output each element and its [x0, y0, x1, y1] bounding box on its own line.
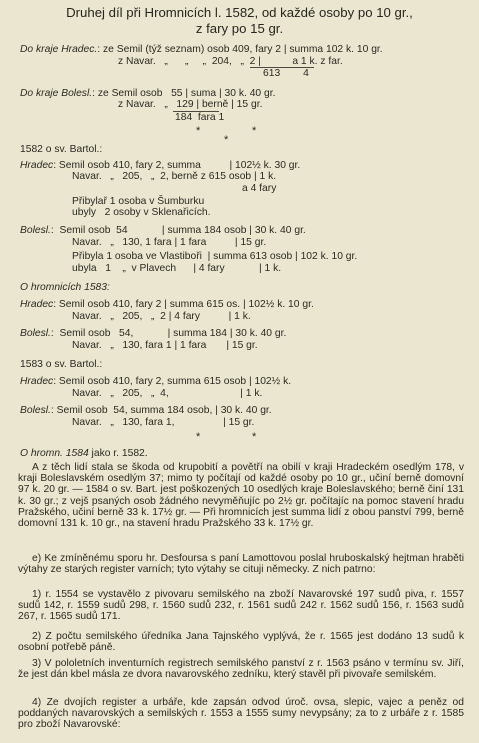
hradec-line-1-text: : ze Semil (týž seznam) osob 409, fary 2 | summa 102 k. 10 gr.	[97, 44, 383, 55]
bolesl-1583b-line-1: Bolesl.: Semil osob 54, summa 184 osob, | 30 k. 40 gr.	[20, 405, 272, 416]
hradec-1582-line-1: Hradec: Semil osob 410, fary 2, summa | 102½ k. 30 gr.	[20, 160, 301, 171]
separator-star: *	[252, 431, 257, 443]
bolesl-1583-line-1: Bolesl.: Semil osob 54, | summa 184 | 30 k. 40 gr.	[20, 328, 287, 339]
bolesl-line-2: z Navar. „ 129 | berně | 15 gr.	[118, 99, 263, 110]
hradec-total: 613 4	[263, 68, 309, 79]
bolesl-1582-line-3: Přibyla 1 osoba ve Vlastiboři | summa 613 osob | 102 k. 10 gr.	[72, 251, 358, 262]
paragraph-damage: A z těch lidí stala se škoda od krupobití a povětří na obilí v kraji Hradeckém osedlým 178, v kraji Boleslavském osedlým 37; mimo ty počítají od každé osoby po 10 gr., učiní berně domovní 97 k. 20 gr. — 1584 o sv. Bart. jest poškozených 10 osedlých kraje Boleslavského; berně činí 131 k. 30 gr.; z vejš psaných osob žádného nevyměňujíc po 2½ gr. počítajíc na pomoc stavení hradu Pražského, učiní berně 33 k. 17½ gr. — Při hromnicích jest summa lidí z obou panství 799, berně domovní 131 k. 10 gr., na stavení hradu Pražského 33 k. 17½ gr.	[18, 462, 464, 530]
page-title-line-2: z fary po 15 gr.	[195, 21, 284, 36]
kraj-label: Do kraje Bolesl.	[20, 88, 93, 99]
hradec-line-2: z Navar. „ „ „ 204, „ 2 | a 1 k. z far.	[118, 56, 343, 67]
paragraph-urbar: 4) Ze dvojích register a urbáře, kde zapsán odvod úroč. ovsa, slepic, vajec a peněz od poddaných navarovských a semilských r. 1553 a 1555 sumy nevypsány; za to z urbáře z r. 1585 pro zboží Navarovské:	[18, 697, 464, 731]
hromn-1584-line: O hromn. 1584 jako r. 1582.	[20, 448, 148, 459]
hradec-1582-note-1: Přibylař 1 osoba v Šumburku	[72, 196, 205, 207]
section-heading: O hromnicích 1583:	[20, 282, 110, 293]
paragraph-beer: 1) r. 1554 se vystavělo z pivovaru semilského na zboží Navarovské 197 sudů piva, r. 1557 sudů 142, r. 1559 sudů 298, r. 1560 sudů 232, r. 1561 sudů 242 r. 1562 sudů 156, r. 1563 sudů 267, r. 1565 sudů 171.	[18, 589, 464, 623]
separator-star: *	[252, 125, 257, 137]
separator-star: *	[196, 431, 201, 443]
bolesl-total: 184 fara 1	[175, 112, 225, 123]
paragraph-dispute: e) Ke zmíněnému sporu hr. Desfoursa s paní Lamottovou poslal hruboskalský hejtman hraběti výtahy ze starých register varních; tyto výtahy se cituji německy. Z nich patrno:	[18, 553, 464, 576]
hradec-1583-line-2: Navar. „ 205, „ 2 | 4 fary | 1 k.	[72, 311, 251, 322]
hradec-1583b-line-1: Hradec: Semil osob 410, fary 2, summa 615 osob | 102½ k.	[20, 376, 292, 387]
hradec-1582-line-2: Navar. „ 205, „ 2, berně z 615 osob | 1 k.	[72, 171, 277, 182]
hradec-1582-note-2: ubyly 2 osoby v Sklenařicích.	[72, 207, 211, 218]
bolesl-1582-line-4: ubyla 1 „ v Plavech | 4 fary | 1 k.	[72, 263, 282, 274]
bolesl-1582-line-2: Navar. „ 130, 1 fara | 1 fara | 15 gr.	[72, 237, 267, 248]
page-title-line-1: Druhej díl při Hromnicích l. 1582, od každé osoby po 10 gr.,	[66, 5, 413, 20]
paragraph-inventory: 3) V pololetních inventurních registrech semilského panství z r. 1563 psáno v termínu sv. Jiří, že jest dán kbel másla ze dvora navarovského zedníku, který stavěl při pivovaře semilském.	[18, 658, 464, 681]
bolesl-line-1	[20, 88, 275, 99]
bolesl-line-1-text: : ze Semil osob 55 | suma | 30 k. 40 gr.	[92, 88, 276, 99]
separator-star: *	[224, 134, 229, 146]
paragraph-tajnsky: 2) Z počtu semilského úředníka Jana Tajnského vyplývá, že r. 1565 jest dodáno 13 sudů k osobní potřebě páně.	[18, 631, 464, 654]
hradec-1583-line-1: Hradec: Semil osob 410, fary 2 | summa 615 os. | 102½ k. 10 gr.	[20, 299, 314, 310]
hradec-1582-line-3: a 4 fary	[242, 183, 277, 194]
separator-star: *	[196, 125, 201, 137]
bolesl-1583-line-2: Navar. „ 130, fara 1 | 1 fara | 15 gr.	[72, 340, 258, 351]
kraj-label: Do kraje Hradec.	[20, 44, 98, 55]
section-heading: 1582 o sv. Bartol.:	[20, 144, 103, 155]
bolesl-1582-line-1: Bolesl.: Semil osob 54 | summa 184 osob | 30 k. 40 gr.	[20, 225, 306, 236]
hradec-line-1	[20, 44, 383, 55]
bolesl-1583b-line-2: Navar. „ 130, fara 1, | 15 gr.	[72, 417, 255, 428]
section-heading: 1583 o sv. Bartol.:	[20, 359, 103, 370]
hradec-1583b-line-2: Navar. „ 205, „ 4, | 1 k.	[72, 388, 263, 399]
